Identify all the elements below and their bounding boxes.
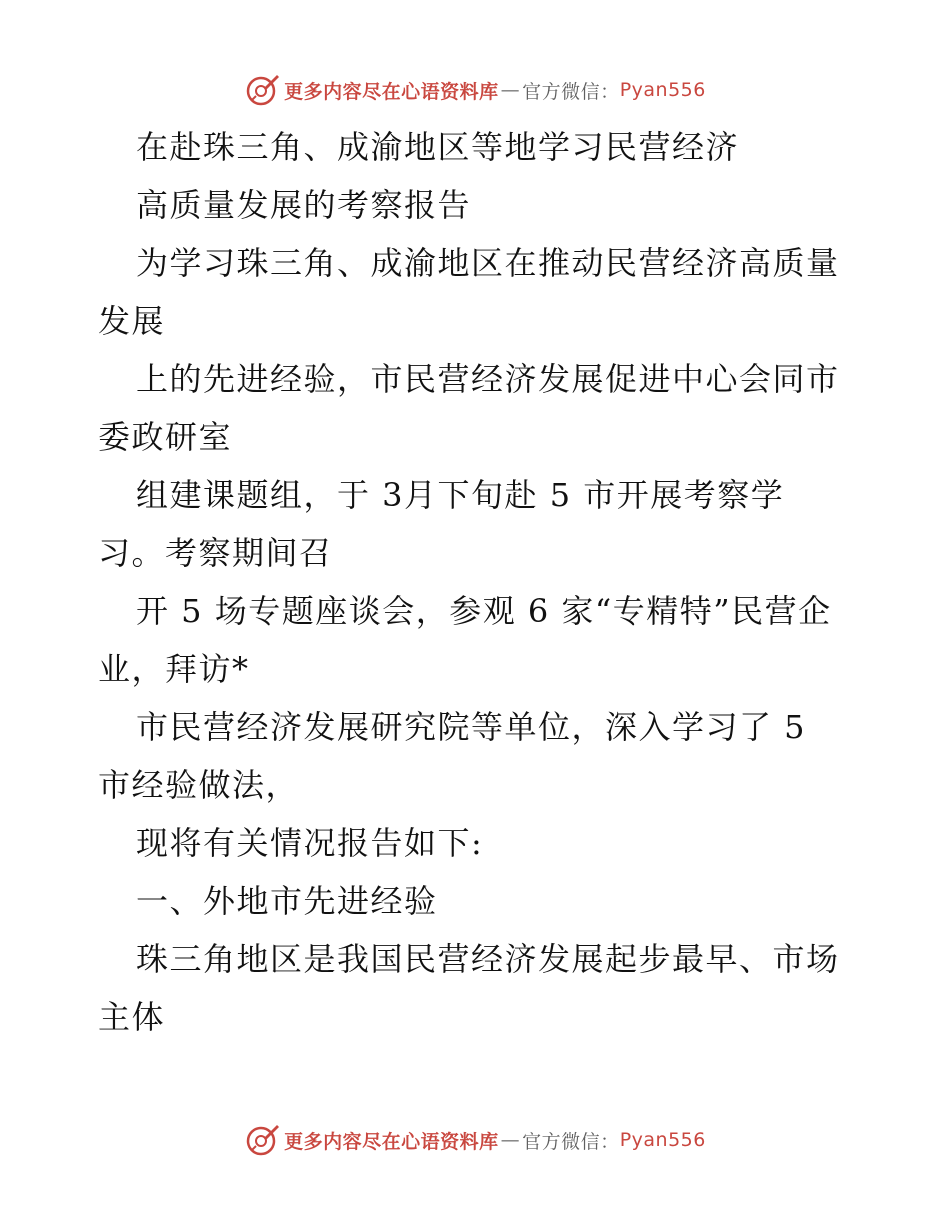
paragraph-line: 发展 <box>98 302 166 340</box>
watermark-site-text: 更多内容尽在心语资料库 <box>284 1130 499 1153</box>
document-body <box>98 118 868 1046</box>
paragraph-line: 珠三角地区是我国民营经济发展起步最早、市场 <box>136 940 840 978</box>
pen-nib-circle-icon <box>244 1122 280 1158</box>
header-watermark <box>0 72 950 108</box>
paragraph-line: 组建课题组，于 3月下旬赴 5 市开展考察学 <box>136 476 785 514</box>
watermark-site-text: 更多内容尽在心语资料库 <box>284 80 499 103</box>
paragraph-line: 习。考察期间召 <box>98 534 333 572</box>
paragraph-line: 主体 <box>98 998 166 1036</box>
watermark-wechat-account: Pyan556 <box>619 79 706 101</box>
watermark-wechat-account: Pyan556 <box>619 1129 706 1151</box>
paragraph-line: 开 5 场专题座谈会，参观 6 家“专精特”民营企 <box>136 592 832 630</box>
paragraph-line: 现将有关情况报告如下: <box>136 824 484 862</box>
doc-title-line-1: 在赴珠三角、成渝地区等地学习民营经济 <box>136 128 740 166</box>
watermark-wechat-label: 官方微信： <box>522 1130 620 1153</box>
paragraph-line: 市经验做法， <box>98 766 300 804</box>
doc-title-line-2: 高质量发展的考察报告 <box>136 186 472 224</box>
paragraph-line: 委政研室 <box>98 418 233 456</box>
paragraph-line: 业，拜访* <box>98 650 250 688</box>
watermark-wechat-label: 官方微信： <box>522 80 620 103</box>
pen-nib-circle-icon <box>244 72 280 108</box>
footer-watermark <box>0 1122 950 1158</box>
paragraph-line: 市民营经济发展研究院等单位，深入学习了 5 <box>136 708 807 746</box>
watermark-dash: — <box>500 1129 521 1151</box>
paragraph-line: 为学习珠三角、成渝地区在推动民营经济高质量 <box>136 244 840 282</box>
section-heading: 一、外地市先进经验 <box>136 882 438 920</box>
paragraph-line: 上的先进经验，市民营经济发展促进中心会同市 <box>136 360 840 398</box>
watermark-dash: — <box>500 79 521 101</box>
